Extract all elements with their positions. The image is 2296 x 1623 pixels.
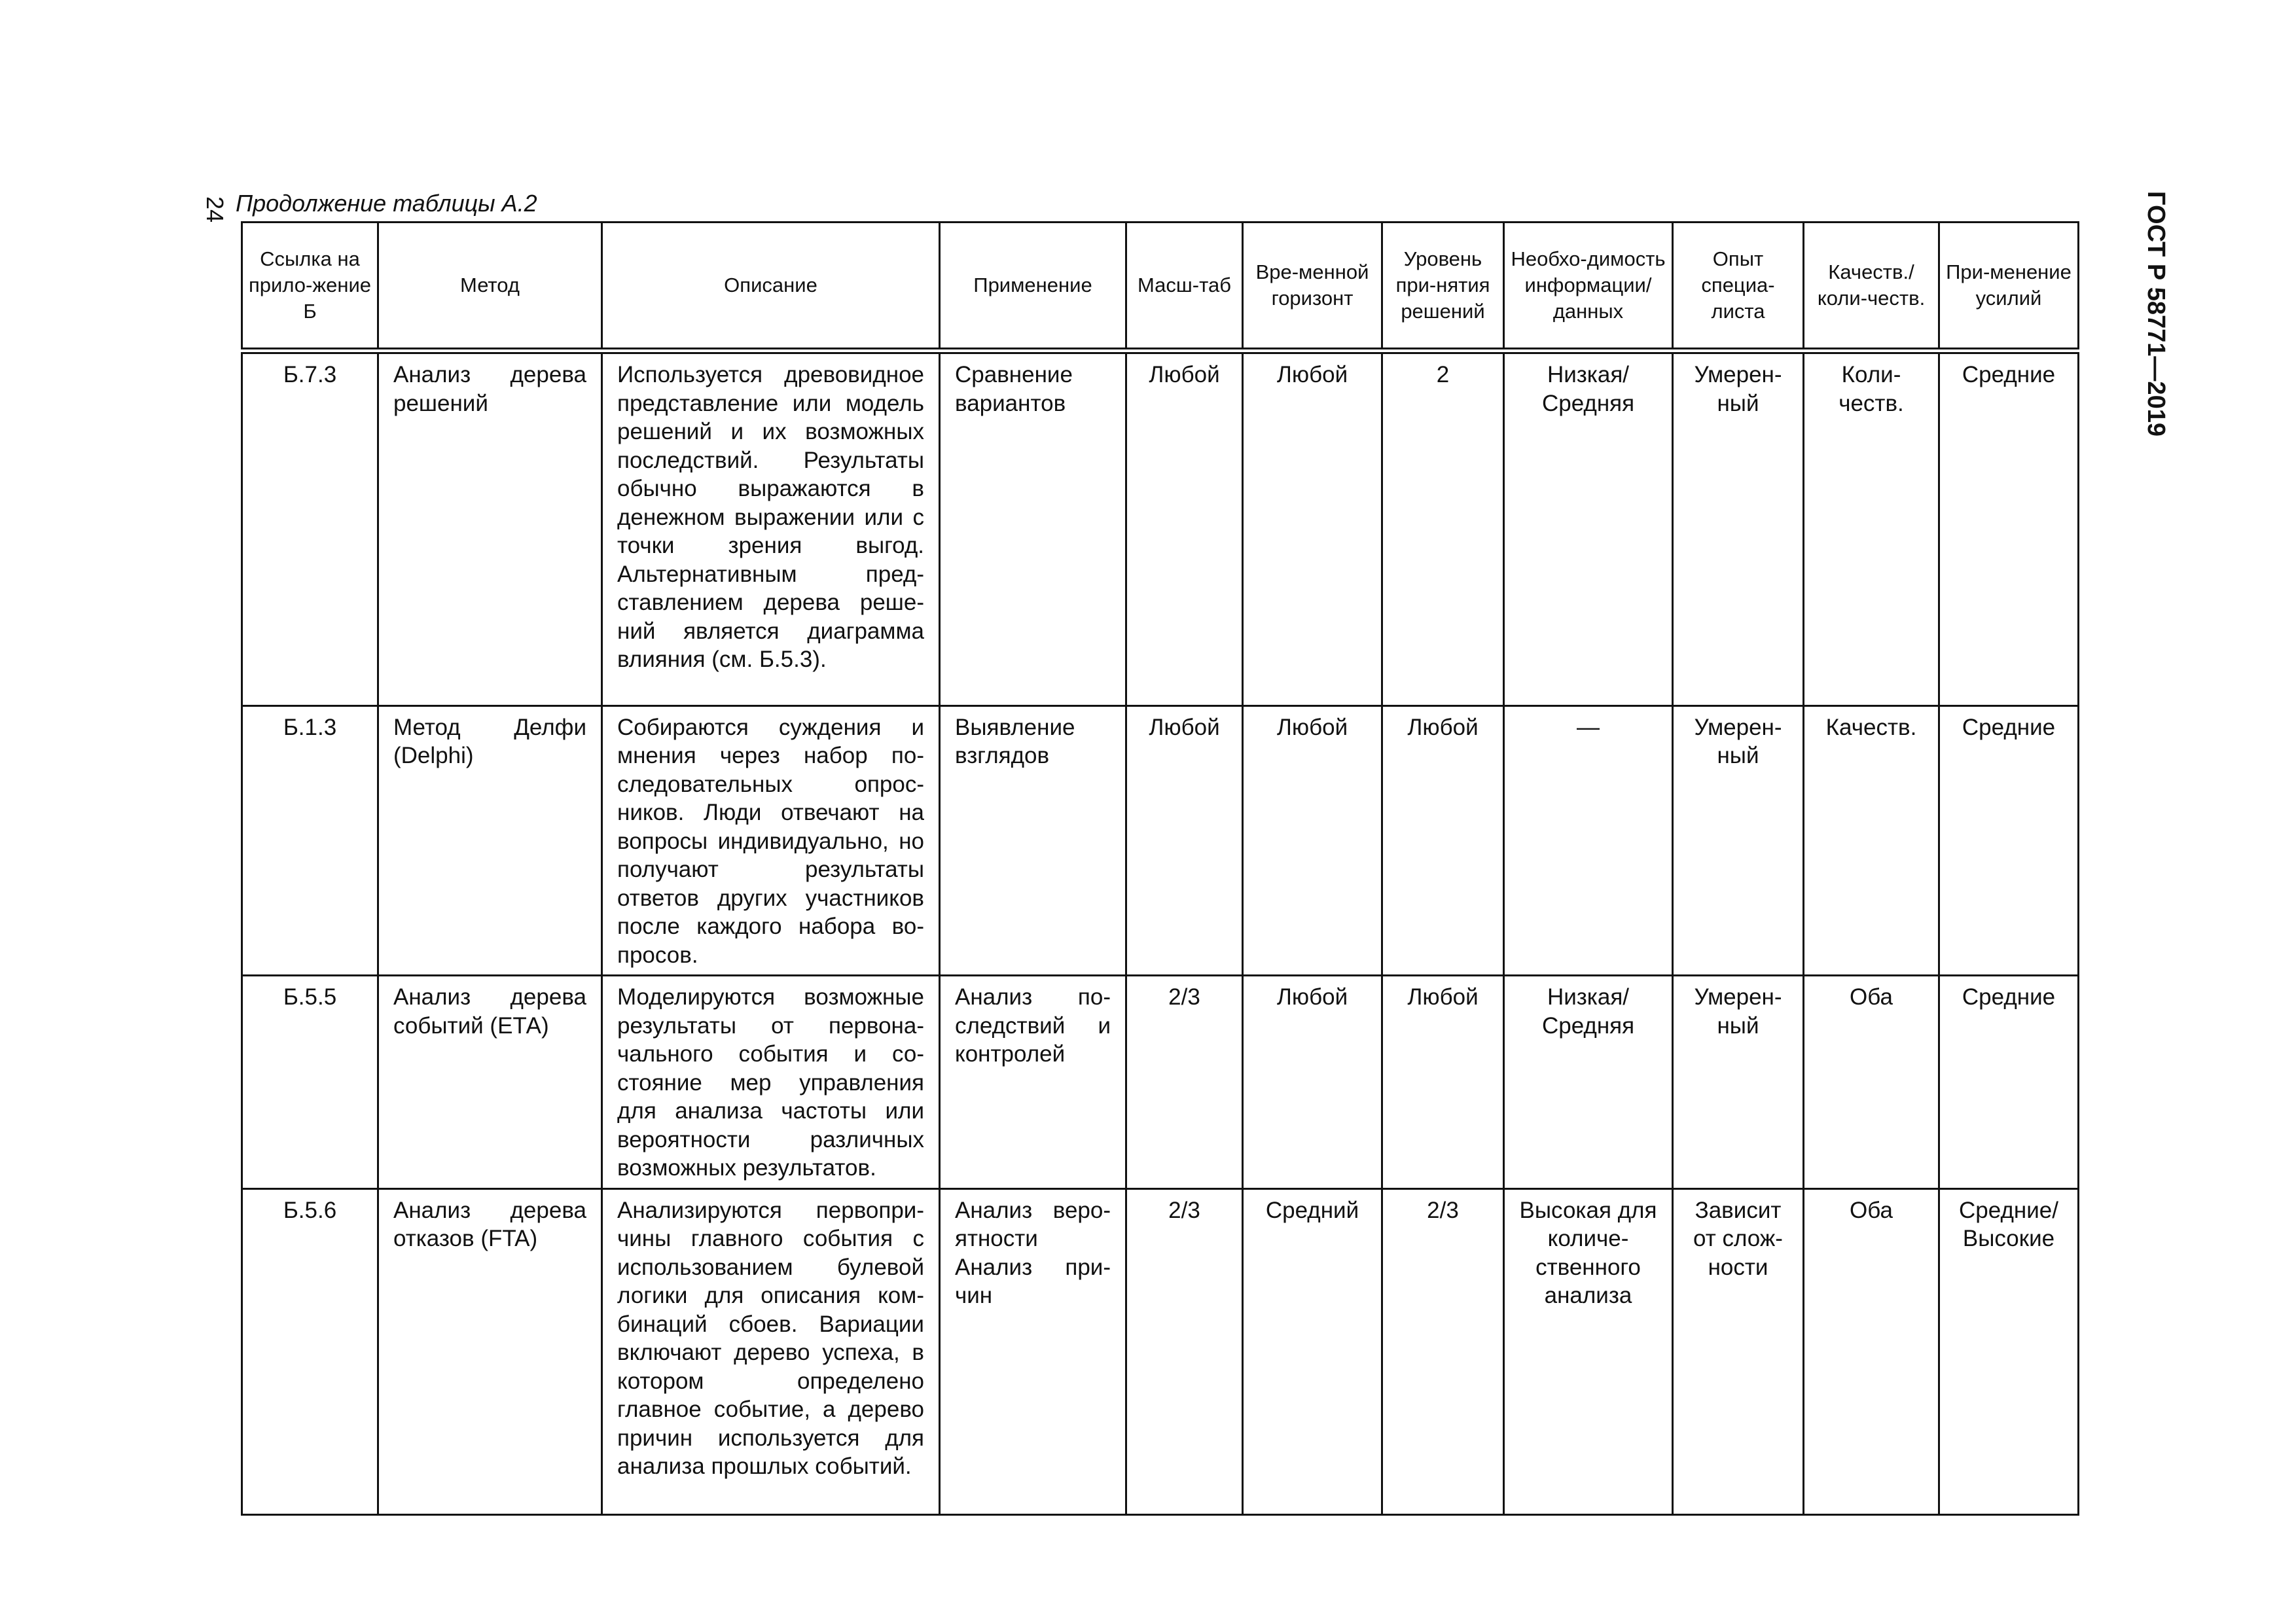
cell-effort: Средние: [1939, 351, 2079, 705]
header-description: Описание: [602, 223, 940, 351]
cell-horizon: Средний: [1243, 1188, 1382, 1514]
cell-qual-quant: Оба: [1804, 1188, 1939, 1514]
cell-expertise: Зависит от сложности: [1673, 1188, 1804, 1514]
methods-table: [241, 221, 2079, 1516]
cell-method: Анализ дерева решений: [378, 351, 602, 705]
table-row: [242, 1188, 2079, 1514]
header-info-need: Необхо-димость информации/ данных: [1504, 223, 1673, 351]
table-row: [242, 705, 2079, 976]
cell-method: Метод Делфи (Delphi): [378, 705, 602, 976]
cell-info-need: Низкая/ Средняя: [1504, 976, 1673, 1189]
cell-effort: Средние: [1939, 976, 2079, 1189]
cell-decision-level: 2: [1382, 351, 1504, 705]
page-number: 24: [202, 196, 228, 223]
header-decision-level: Уровень при-нятия решений: [1382, 223, 1504, 351]
cell-info-need: —: [1504, 705, 1673, 976]
cell-method: Анализ дерева событий (ЕТА): [378, 976, 602, 1189]
cell-application: Выявление взглядов: [940, 705, 1126, 976]
cell-effort: Средние/ Высокие: [1939, 1188, 2079, 1514]
header-expertise: Опыт специа-листа: [1673, 223, 1804, 351]
cell-application: Анализ вероятности Анализ причин: [940, 1188, 1126, 1514]
cell-application: Сравнение вариантов: [940, 351, 1126, 705]
cell-info-need: Высокая для количественного анализа: [1504, 1188, 1673, 1514]
cell-scale: Любой: [1126, 705, 1243, 976]
cell-ref: Б.5.5: [242, 976, 378, 1189]
cell-expertise: Умеренный: [1673, 705, 1804, 976]
header-effort: При-менение усилий: [1939, 223, 2079, 351]
cell-description: Моделируются возможные результаты от первоначального события и состояние мер управления для анализа частоты или вероятности различных возможных результатов.: [602, 976, 940, 1189]
cell-application: Анализ последствий и контролей: [940, 976, 1126, 1189]
table-row: [242, 976, 2079, 1189]
cell-horizon: Любой: [1243, 976, 1382, 1189]
header-ref: Ссылка на прило-жение Б: [242, 223, 378, 351]
header-qual-quant: Качеств./ коли-честв.: [1804, 223, 1939, 351]
cell-horizon: Любой: [1243, 705, 1382, 976]
cell-decision-level: Любой: [1382, 705, 1504, 976]
header-application: Применение: [940, 223, 1126, 351]
cell-effort: Средние: [1939, 705, 2079, 976]
cell-qual-quant: Количеств.: [1804, 351, 1939, 705]
cell-scale: 2/3: [1126, 976, 1243, 1189]
cell-ref: Б.7.3: [242, 351, 378, 705]
cell-description: Используется древовидное представление или модель решений и их возможных последствий. Результаты обычно выражаются в денежном выражении или с точки зрения выгод. Альтернативным представлением дерева решений является диаграмма влияния (см. Б.5.3).: [602, 351, 940, 705]
cell-ref: Б.1.3: [242, 705, 378, 976]
cell-qual-quant: Оба: [1804, 976, 1939, 1189]
document-code: ГОСТ Р 58771—2019: [2142, 191, 2170, 437]
cell-scale: Любой: [1126, 351, 1243, 705]
cell-horizon: Любой: [1243, 351, 1382, 705]
cell-decision-level: Любой: [1382, 976, 1504, 1189]
table-row: [242, 351, 2079, 705]
cell-description: Собираются суждения и мнения через набор последовательных опросников. Люди отвечают на вопросы индивидуально, но получают результаты ответов других участников после каждого набора вопросов.: [602, 705, 940, 976]
header-horizon: Вре-менной горизонт: [1243, 223, 1382, 351]
header-method: Метод: [378, 223, 602, 351]
cell-scale: 2/3: [1126, 1188, 1243, 1514]
cell-decision-level: 2/3: [1382, 1188, 1504, 1514]
cell-info-need: Низкая/ Средняя: [1504, 351, 1673, 705]
cell-method: Анализ дерева отказов (FTA): [378, 1188, 602, 1514]
cell-qual-quant: Качеств.: [1804, 705, 1939, 976]
cell-ref: Б.5.6: [242, 1188, 378, 1514]
table-caption: Продолжение таблицы А.2: [236, 190, 537, 217]
header-scale: Масш-таб: [1126, 223, 1243, 351]
cell-expertise: Умеренный: [1673, 976, 1804, 1189]
cell-expertise: Умеренный: [1673, 351, 1804, 705]
header-row: [242, 223, 2079, 351]
cell-description: Анализируются первопричины главного события с использованием булевой логики для описания комбинаций сбоев. Вариации включают дерево успеха, в котором определено главное событие, а дерево причин используется для анализа прошлых событий.: [602, 1188, 940, 1514]
